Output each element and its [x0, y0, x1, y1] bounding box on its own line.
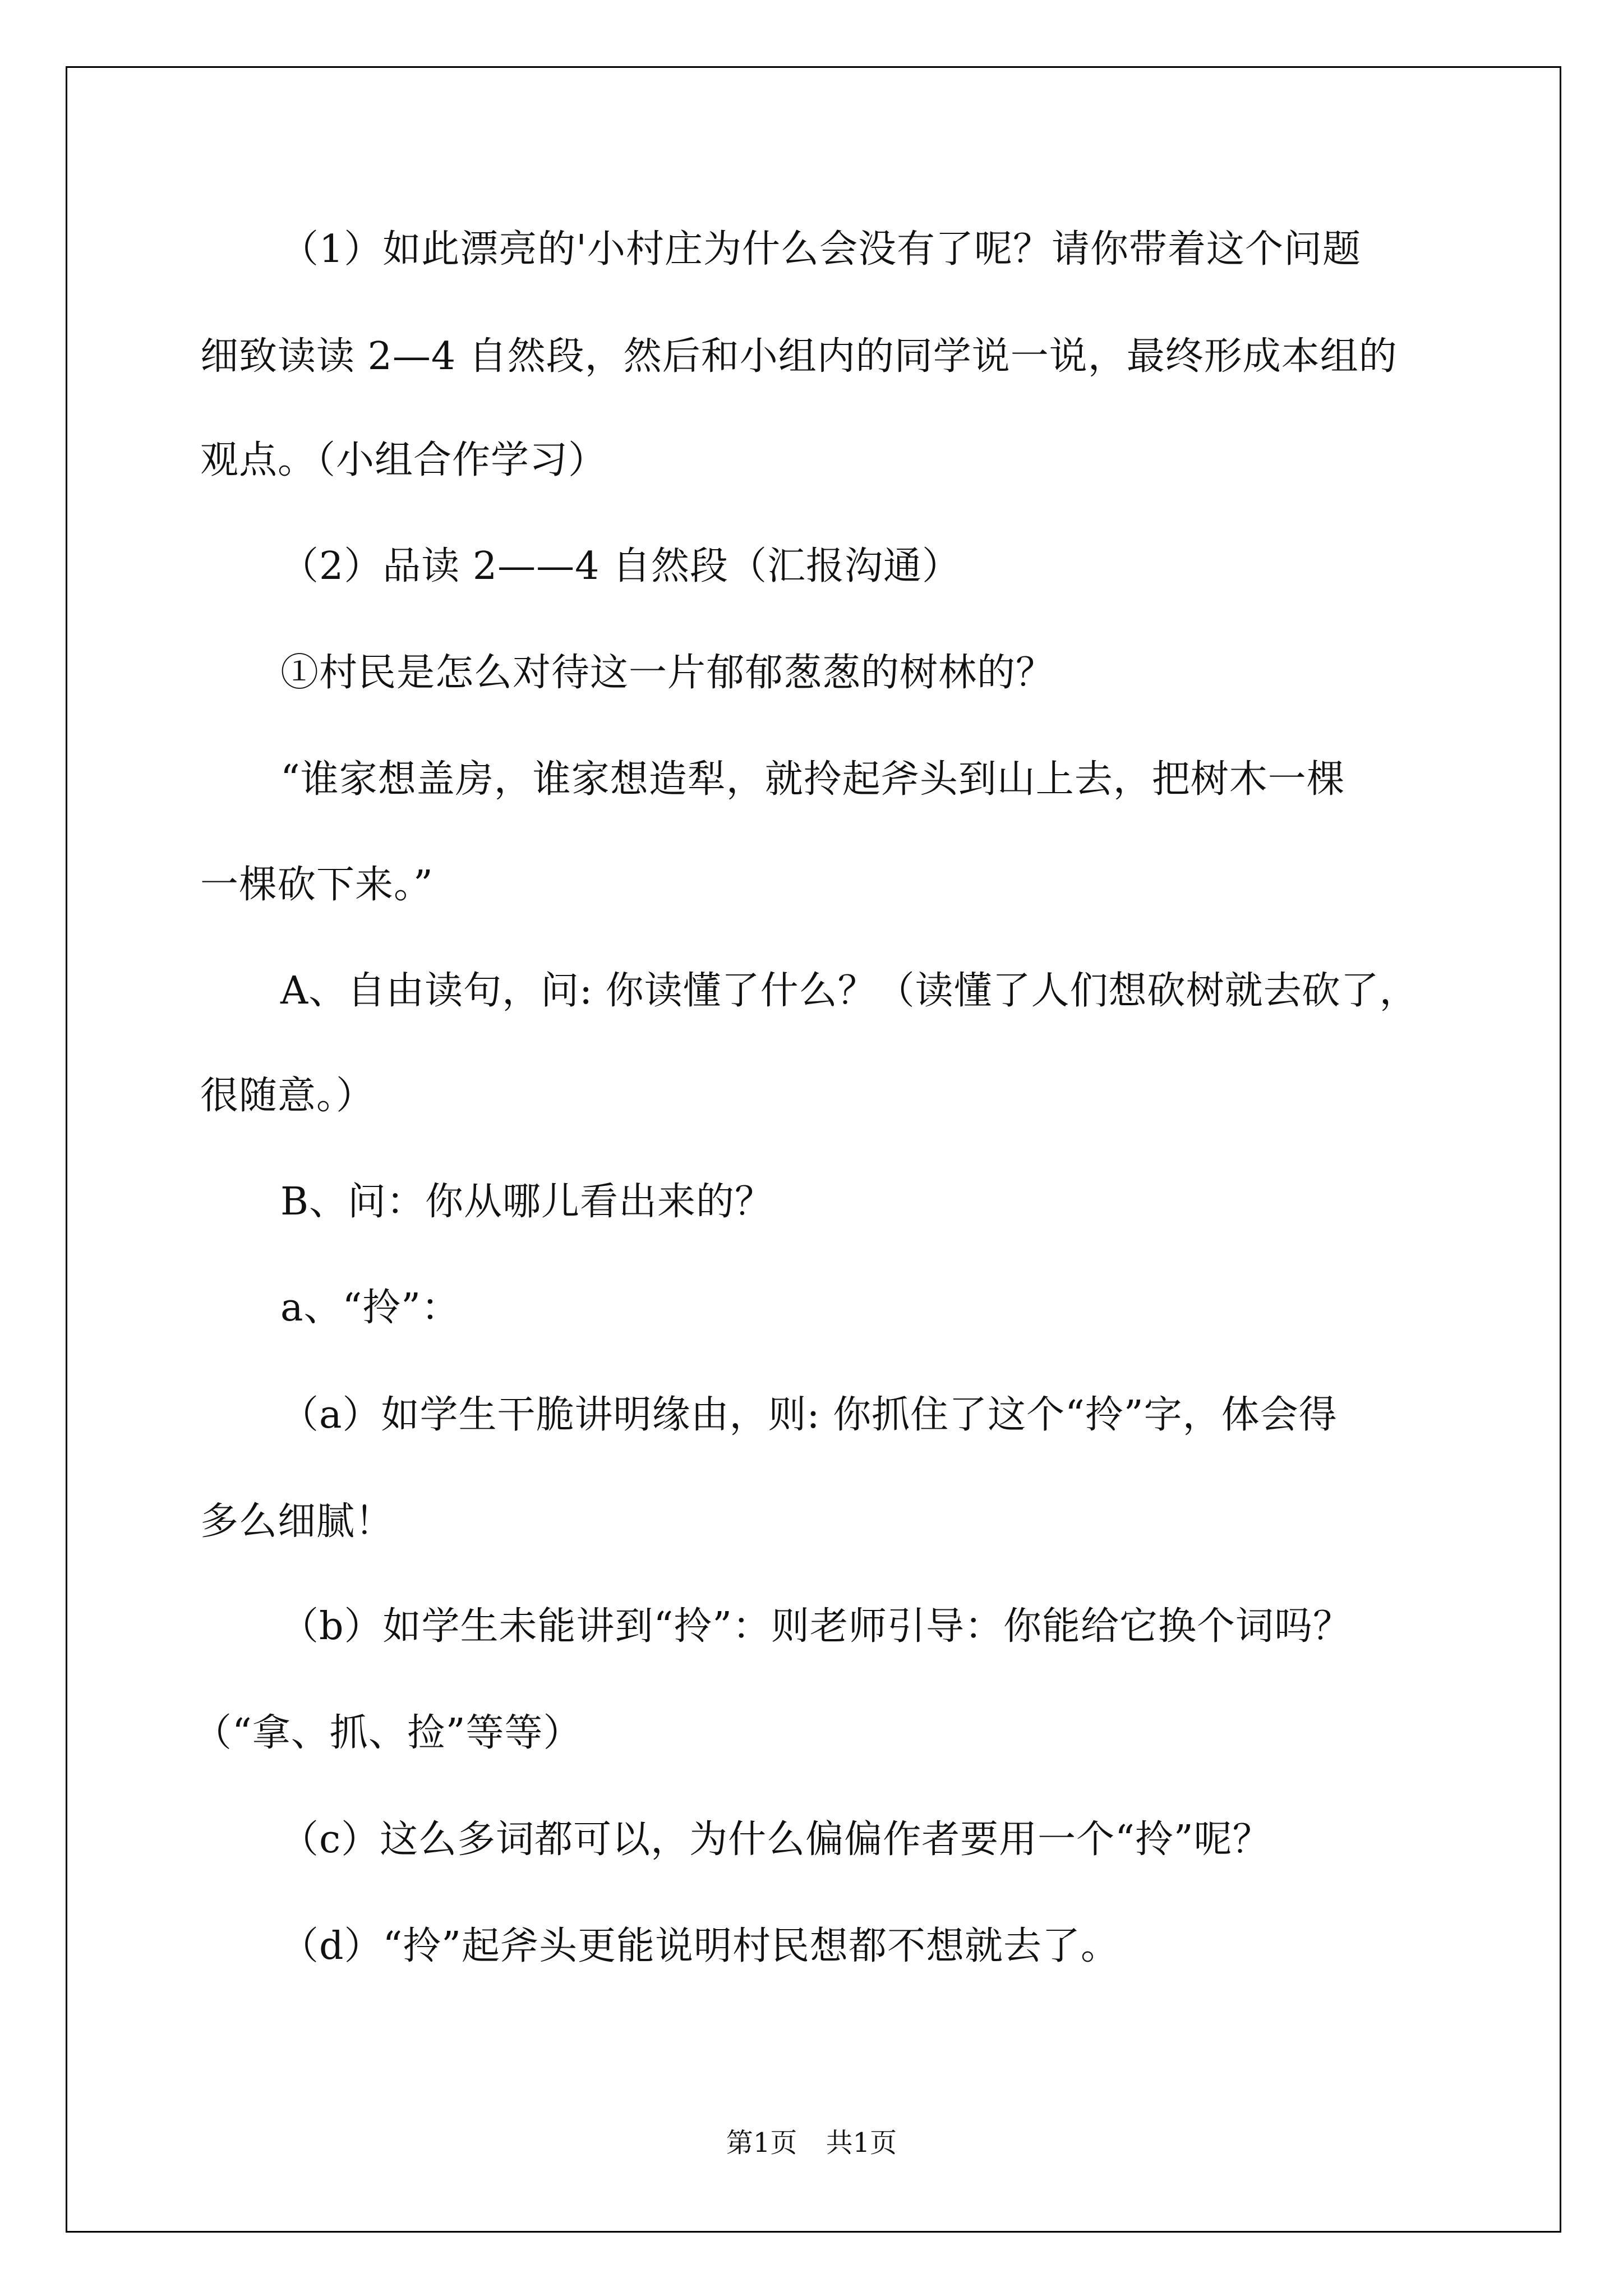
paragraph-line: “谁家想盖房，谁家想造犁，就拎起斧头到山上去，把树木一棵	[280, 757, 1345, 802]
paragraph-line: （d）“拎”起斧头更能说明村民想都不想就去了。	[280, 1924, 1120, 1968]
paragraph-line: （b）如学生未能讲到“拎”：则老师引导：你能给它换个词吗？	[280, 1604, 1352, 1649]
paragraph-line: （2）品读 2——4 自然段（汇报沟通）	[280, 544, 961, 588]
paragraph-line: 很随意。）	[200, 1074, 375, 1118]
paragraph-line: A、自由读句，问: 你读懂了什么？（读懂了人们想砍树就去砍了，	[280, 969, 1418, 1013]
page-number: 第1页	[726, 2127, 797, 2159]
paragraph-line: a、“拎”：	[280, 1286, 460, 1330]
paragraph-line: ①村民是怎么对待这一片郁郁葱葱的树林的？	[280, 651, 1055, 695]
paragraph-line: 多么细腻！	[200, 1499, 394, 1544]
paragraph-line: （“拿、抓、捡”等等）	[193, 1711, 582, 1755]
paragraph-line: 观点。（小组合作学习）	[200, 438, 607, 482]
paragraph-line: B、问：你从哪儿看出来的？	[280, 1180, 773, 1224]
page-border	[66, 66, 1561, 2233]
paragraph-line: （c）这么多词都可以，为什么偏偏作者要用一个“拎”呢？	[280, 1818, 1271, 1862]
paragraph-line: 一棵砍下来。”	[200, 863, 434, 907]
paragraph-line: 细致读读 2—4 自然段，然后和小组内的同学说一说，最终形成本组的	[200, 334, 1398, 379]
page-footer	[0, 2127, 1623, 2159]
paragraph-line: （1）如此漂亮的'小村庄为什么会没有了呢？请你带着这个问题	[280, 227, 1361, 272]
page-total: 共1页	[826, 2127, 897, 2159]
paragraph-line: （a）如学生干脆讲明缘由，则: 你抓住了这个“拎”字，体会得	[280, 1393, 1338, 1437]
